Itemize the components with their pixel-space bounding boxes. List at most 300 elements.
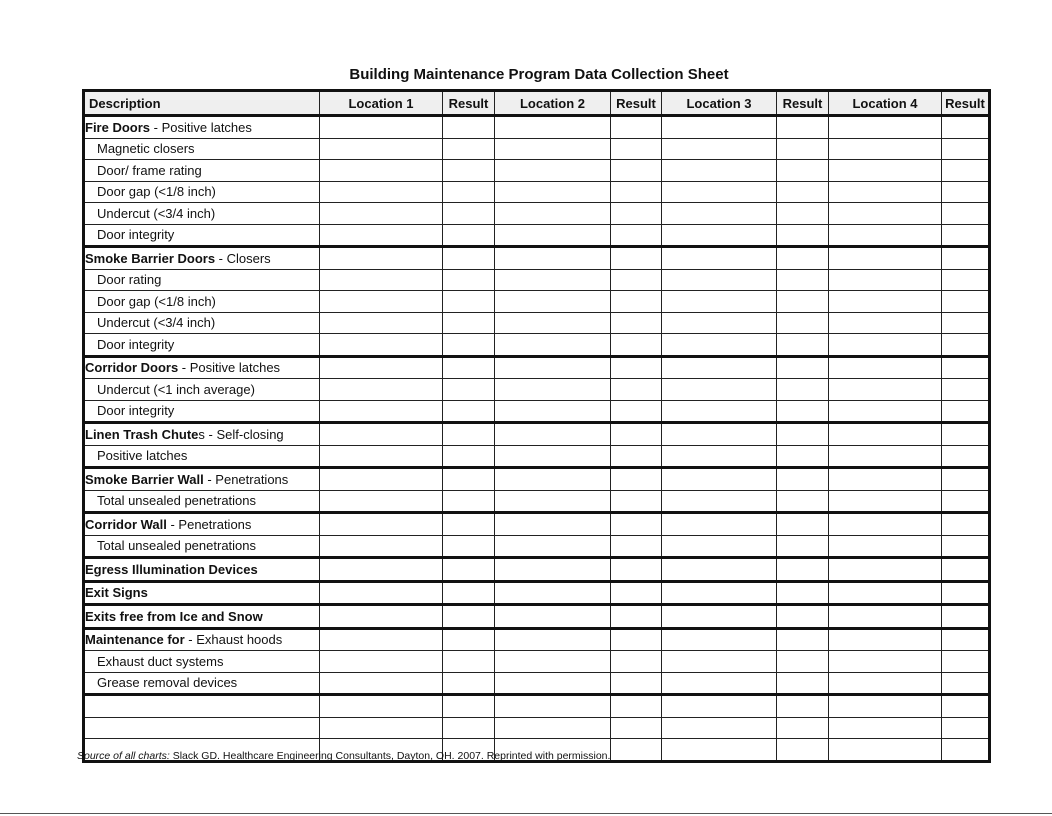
location-cell-4[interactable] [829, 628, 942, 651]
location-cell-4[interactable] [829, 379, 942, 401]
result-cell-3[interactable] [777, 138, 829, 160]
location-cell-3[interactable] [662, 672, 777, 695]
location-cell-1[interactable] [320, 181, 443, 203]
location-cell-2[interactable] [495, 291, 611, 313]
result-cell-3[interactable] [777, 581, 829, 605]
description-cell [84, 535, 320, 558]
category-label: Egress Illumination Devices [85, 561, 258, 577]
location-cell-1[interactable] [320, 312, 443, 334]
result-cell-4[interactable] [942, 312, 990, 334]
location-cell-2[interactable] [495, 717, 611, 739]
location-cell-1[interactable] [320, 558, 443, 582]
result-cell-3[interactable] [777, 291, 829, 313]
result-cell-1[interactable] [443, 605, 495, 629]
category-label: Smoke Barrier Wall [85, 471, 204, 487]
table-row [84, 116, 990, 139]
location-cell-4[interactable] [829, 116, 942, 139]
description-cell [84, 203, 320, 225]
location-cell-4[interactable] [829, 181, 942, 203]
result-cell-3[interactable] [777, 247, 829, 270]
location-cell-2[interactable] [495, 269, 611, 291]
location-cell-1[interactable] [320, 116, 443, 139]
location-cell-2[interactable] [495, 558, 611, 582]
location-cell-3[interactable] [662, 138, 777, 160]
description-cell [84, 312, 320, 334]
category-label: Maintenance for [85, 632, 185, 648]
result-cell-2[interactable] [611, 181, 662, 203]
location-cell-3[interactable] [662, 695, 777, 718]
column-header-location-2: Location 2 [495, 91, 611, 116]
result-cell-4[interactable] [942, 269, 990, 291]
result-cell-2[interactable] [611, 400, 662, 423]
result-cell-2[interactable] [611, 739, 662, 762]
data-collection-table [82, 89, 991, 763]
location-cell-4[interactable] [829, 513, 942, 536]
location-cell-4[interactable] [829, 312, 942, 334]
result-cell-4[interactable] [942, 739, 990, 762]
location-cell-4[interactable] [829, 490, 942, 513]
result-cell-2[interactable] [611, 717, 662, 739]
location-cell-4[interactable] [829, 739, 942, 762]
description-cell [84, 717, 320, 739]
result-cell-1[interactable] [443, 312, 495, 334]
result-cell-3[interactable] [777, 181, 829, 203]
result-cell-2[interactable] [611, 138, 662, 160]
item-label: Exhaust duct systems [97, 653, 224, 669]
location-cell-1[interactable] [320, 535, 443, 558]
location-cell-1[interactable] [320, 513, 443, 536]
description-cell [84, 116, 320, 139]
result-cell-2[interactable] [611, 651, 662, 673]
result-cell-3[interactable] [777, 356, 829, 379]
location-cell-1[interactable] [320, 334, 443, 357]
location-cell-1[interactable] [320, 695, 443, 718]
location-cell-4[interactable] [829, 160, 942, 182]
result-cell-3[interactable] [777, 445, 829, 468]
result-cell-1[interactable] [443, 203, 495, 225]
result-cell-4[interactable] [942, 138, 990, 160]
location-cell-1[interactable] [320, 717, 443, 739]
category-detail: - Penetrations [166, 516, 252, 532]
location-cell-2[interactable] [495, 628, 611, 651]
location-cell-2[interactable] [495, 651, 611, 673]
location-cell-1[interactable] [320, 628, 443, 651]
location-cell-3[interactable] [662, 717, 777, 739]
result-cell-1[interactable] [443, 400, 495, 423]
result-cell-3[interactable] [777, 203, 829, 225]
location-cell-1[interactable] [320, 581, 443, 605]
result-cell-2[interactable] [611, 605, 662, 629]
location-cell-3[interactable] [662, 581, 777, 605]
category-detail: s - Self-closing [198, 426, 284, 442]
item-label: Door gap (<1/8 inch) [97, 184, 216, 200]
result-cell-4[interactable] [942, 160, 990, 182]
description-cell [84, 247, 320, 270]
description-cell [84, 490, 320, 513]
result-cell-3[interactable] [777, 490, 829, 513]
item-label: Total unsealed penetrations [97, 493, 257, 509]
result-cell-3[interactable] [777, 468, 829, 491]
location-cell-3[interactable] [662, 160, 777, 182]
location-cell-3[interactable] [662, 739, 777, 762]
location-cell-3[interactable] [662, 116, 777, 139]
description-cell [84, 400, 320, 423]
result-cell-1[interactable] [443, 581, 495, 605]
result-cell-1[interactable] [443, 558, 495, 582]
location-cell-2[interactable] [495, 513, 611, 536]
source-text: Slack GD. Healthcare Engineering Consultants, Dayton, OH. 2007. Reprinted with permission. [169, 750, 611, 762]
result-cell-4[interactable] [942, 535, 990, 558]
location-cell-4[interactable] [829, 423, 942, 446]
description-cell [84, 695, 320, 718]
location-cell-2[interactable] [495, 400, 611, 423]
table-row [84, 581, 990, 605]
result-cell-1[interactable] [443, 423, 495, 446]
item-label: Magnetic closers [97, 141, 195, 157]
result-cell-2[interactable] [611, 356, 662, 379]
description-cell [84, 651, 320, 673]
page-bottom-rule [0, 813, 1052, 814]
table-row [84, 379, 990, 401]
result-cell-4[interactable] [942, 291, 990, 313]
result-cell-4[interactable] [942, 356, 990, 379]
location-cell-3[interactable] [662, 224, 777, 247]
result-cell-3[interactable] [777, 535, 829, 558]
location-cell-1[interactable] [320, 423, 443, 446]
result-cell-1[interactable] [443, 334, 495, 357]
result-cell-1[interactable] [443, 160, 495, 182]
table-row [84, 558, 990, 582]
result-cell-3[interactable] [777, 628, 829, 651]
location-cell-2[interactable] [495, 445, 611, 468]
result-cell-1[interactable] [443, 717, 495, 739]
result-cell-2[interactable] [611, 269, 662, 291]
location-cell-4[interactable] [829, 581, 942, 605]
location-cell-1[interactable] [320, 247, 443, 270]
location-cell-2[interactable] [495, 312, 611, 334]
location-cell-2[interactable] [495, 605, 611, 629]
result-cell-3[interactable] [777, 695, 829, 718]
location-cell-1[interactable] [320, 291, 443, 313]
result-cell-4[interactable] [942, 445, 990, 468]
table-row [84, 672, 990, 695]
result-cell-4[interactable] [942, 379, 990, 401]
location-cell-4[interactable] [829, 334, 942, 357]
description-cell [84, 138, 320, 160]
result-cell-3[interactable] [777, 672, 829, 695]
result-cell-2[interactable] [611, 535, 662, 558]
location-cell-1[interactable] [320, 605, 443, 629]
location-cell-3[interactable] [662, 312, 777, 334]
location-cell-3[interactable] [662, 379, 777, 401]
result-cell-4[interactable] [942, 400, 990, 423]
location-cell-1[interactable] [320, 468, 443, 491]
result-cell-2[interactable] [611, 379, 662, 401]
location-cell-4[interactable] [829, 672, 942, 695]
location-cell-1[interactable] [320, 490, 443, 513]
item-label: Door/ frame rating [97, 162, 202, 178]
column-header-result-3: Result [777, 91, 829, 116]
description-cell [84, 628, 320, 651]
table-row [84, 468, 990, 491]
location-cell-2[interactable] [495, 356, 611, 379]
result-cell-3[interactable] [777, 312, 829, 334]
result-cell-4[interactable] [942, 558, 990, 582]
result-cell-1[interactable] [443, 247, 495, 270]
location-cell-1[interactable] [320, 356, 443, 379]
result-cell-4[interactable] [942, 581, 990, 605]
location-cell-3[interactable] [662, 269, 777, 291]
location-cell-1[interactable] [320, 224, 443, 247]
result-cell-3[interactable] [777, 717, 829, 739]
location-cell-1[interactable] [320, 445, 443, 468]
result-cell-1[interactable] [443, 138, 495, 160]
result-cell-3[interactable] [777, 513, 829, 536]
location-cell-2[interactable] [495, 490, 611, 513]
result-cell-2[interactable] [611, 334, 662, 357]
result-cell-4[interactable] [942, 717, 990, 739]
column-header-description: Description [84, 91, 320, 116]
location-cell-3[interactable] [662, 535, 777, 558]
result-cell-2[interactable] [611, 160, 662, 182]
location-cell-2[interactable] [495, 247, 611, 270]
location-cell-3[interactable] [662, 334, 777, 357]
result-cell-1[interactable] [443, 269, 495, 291]
result-cell-1[interactable] [443, 651, 495, 673]
result-cell-1[interactable] [443, 628, 495, 651]
location-cell-1[interactable] [320, 400, 443, 423]
description-cell [84, 379, 320, 401]
result-cell-1[interactable] [443, 116, 495, 139]
table-row [84, 651, 990, 673]
description-cell [84, 334, 320, 357]
column-header-location-1: Location 1 [320, 91, 443, 116]
result-cell-2[interactable] [611, 224, 662, 247]
location-cell-2[interactable] [495, 203, 611, 225]
result-cell-4[interactable] [942, 695, 990, 718]
result-cell-2[interactable] [611, 558, 662, 582]
location-cell-1[interactable] [320, 269, 443, 291]
location-cell-4[interactable] [829, 400, 942, 423]
result-cell-4[interactable] [942, 628, 990, 651]
description-cell [84, 558, 320, 582]
result-cell-4[interactable] [942, 468, 990, 491]
description-cell [84, 356, 320, 379]
result-cell-4[interactable] [942, 334, 990, 357]
location-cell-3[interactable] [662, 356, 777, 379]
location-cell-2[interactable] [495, 535, 611, 558]
location-cell-4[interactable] [829, 224, 942, 247]
result-cell-3[interactable] [777, 558, 829, 582]
result-cell-2[interactable] [611, 468, 662, 491]
table-row [84, 535, 990, 558]
location-cell-3[interactable] [662, 445, 777, 468]
location-cell-4[interactable] [829, 203, 942, 225]
item-label: Total unsealed penetrations [97, 538, 257, 554]
source-note [77, 750, 610, 762]
location-cell-4[interactable] [829, 651, 942, 673]
result-cell-2[interactable] [611, 672, 662, 695]
table-row [84, 400, 990, 423]
result-cell-4[interactable] [942, 116, 990, 139]
category-label: Corridor Doors [85, 360, 179, 376]
location-cell-3[interactable] [662, 423, 777, 446]
category-label: Linen Trash Chute [85, 426, 199, 442]
location-cell-1[interactable] [320, 138, 443, 160]
result-cell-3[interactable] [777, 739, 829, 762]
location-cell-3[interactable] [662, 513, 777, 536]
item-label: Undercut (<3/4 inch) [97, 315, 216, 331]
location-cell-3[interactable] [662, 628, 777, 651]
location-cell-4[interactable] [829, 558, 942, 582]
location-cell-2[interactable] [495, 423, 611, 446]
result-cell-1[interactable] [443, 224, 495, 247]
result-cell-4[interactable] [942, 224, 990, 247]
location-cell-2[interactable] [495, 672, 611, 695]
location-cell-3[interactable] [662, 490, 777, 513]
location-cell-2[interactable] [495, 581, 611, 605]
location-cell-3[interactable] [662, 558, 777, 582]
result-cell-3[interactable] [777, 423, 829, 446]
result-cell-4[interactable] [942, 513, 990, 536]
location-cell-2[interactable] [495, 116, 611, 139]
result-cell-1[interactable] [443, 181, 495, 203]
result-cell-4[interactable] [942, 203, 990, 225]
location-cell-3[interactable] [662, 247, 777, 270]
location-cell-4[interactable] [829, 269, 942, 291]
location-cell-4[interactable] [829, 468, 942, 491]
table-body [84, 116, 990, 762]
location-cell-2[interactable] [495, 379, 611, 401]
result-cell-2[interactable] [611, 490, 662, 513]
result-cell-2[interactable] [611, 291, 662, 313]
location-cell-2[interactable] [495, 468, 611, 491]
result-cell-2[interactable] [611, 116, 662, 139]
result-cell-3[interactable] [777, 116, 829, 139]
description-cell [84, 445, 320, 468]
source-label: Source of all charts: [77, 750, 170, 762]
result-cell-3[interactable] [777, 651, 829, 673]
result-cell-2[interactable] [611, 247, 662, 270]
location-cell-4[interactable] [829, 138, 942, 160]
result-cell-3[interactable] [777, 160, 829, 182]
result-cell-4[interactable] [942, 247, 990, 270]
location-cell-4[interactable] [829, 695, 942, 718]
location-cell-4[interactable] [829, 535, 942, 558]
location-cell-4[interactable] [829, 291, 942, 313]
table-row [84, 181, 990, 203]
result-cell-3[interactable] [777, 224, 829, 247]
result-cell-2[interactable] [611, 513, 662, 536]
result-cell-1[interactable] [443, 291, 495, 313]
location-cell-2[interactable] [495, 334, 611, 357]
result-cell-4[interactable] [942, 181, 990, 203]
result-cell-2[interactable] [611, 203, 662, 225]
result-cell-2[interactable] [611, 628, 662, 651]
location-cell-3[interactable] [662, 605, 777, 629]
category-detail: - Positive latches [178, 360, 281, 376]
item-label: Door integrity [97, 336, 175, 352]
result-cell-1[interactable] [443, 356, 495, 379]
location-cell-4[interactable] [829, 445, 942, 468]
column-header-result-4: Result [942, 91, 990, 116]
result-cell-3[interactable] [777, 334, 829, 357]
result-cell-3[interactable] [777, 400, 829, 423]
result-cell-2[interactable] [611, 445, 662, 468]
result-cell-4[interactable] [942, 423, 990, 446]
result-cell-3[interactable] [777, 269, 829, 291]
result-cell-2[interactable] [611, 581, 662, 605]
table-row [84, 138, 990, 160]
description-cell [84, 181, 320, 203]
location-cell-3[interactable] [662, 291, 777, 313]
description-cell [84, 224, 320, 247]
result-cell-2[interactable] [611, 695, 662, 718]
location-cell-1[interactable] [320, 203, 443, 225]
result-cell-1[interactable] [443, 695, 495, 718]
location-cell-1[interactable] [320, 651, 443, 673]
location-cell-3[interactable] [662, 651, 777, 673]
location-cell-4[interactable] [829, 605, 942, 629]
result-cell-4[interactable] [942, 651, 990, 673]
location-cell-2[interactable] [495, 695, 611, 718]
table-row [84, 695, 990, 718]
result-cell-1[interactable] [443, 379, 495, 401]
location-cell-1[interactable] [320, 160, 443, 182]
location-cell-3[interactable] [662, 400, 777, 423]
description-cell [84, 269, 320, 291]
result-cell-4[interactable] [942, 672, 990, 695]
result-cell-2[interactable] [611, 312, 662, 334]
result-cell-1[interactable] [443, 490, 495, 513]
location-cell-4[interactable] [829, 247, 942, 270]
description-cell [84, 468, 320, 491]
category-label: Exits free from Ice and Snow [85, 608, 263, 624]
location-cell-2[interactable] [495, 224, 611, 247]
location-cell-2[interactable] [495, 160, 611, 182]
description-cell [84, 423, 320, 446]
location-cell-2[interactable] [495, 138, 611, 160]
result-cell-1[interactable] [443, 445, 495, 468]
location-cell-1[interactable] [320, 379, 443, 401]
location-cell-4[interactable] [829, 356, 942, 379]
result-cell-4[interactable] [942, 490, 990, 513]
item-label: Positive latches [97, 448, 188, 464]
result-cell-4[interactable] [942, 605, 990, 629]
result-cell-2[interactable] [611, 423, 662, 446]
location-cell-3[interactable] [662, 181, 777, 203]
item-label: Door gap (<1/8 inch) [97, 293, 216, 309]
category-label: Smoke Barrier Doors [85, 250, 216, 266]
item-label: Undercut (<1 inch average) [97, 381, 255, 397]
description-cell [84, 513, 320, 536]
result-cell-3[interactable] [777, 605, 829, 629]
location-cell-1[interactable] [320, 672, 443, 695]
result-cell-1[interactable] [443, 672, 495, 695]
description-cell [84, 291, 320, 313]
result-cell-1[interactable] [443, 513, 495, 536]
category-label: Exit Signs [85, 585, 148, 601]
result-cell-3[interactable] [777, 379, 829, 401]
result-cell-1[interactable] [443, 468, 495, 491]
result-cell-1[interactable] [443, 535, 495, 558]
table-row [84, 312, 990, 334]
table-row [84, 203, 990, 225]
location-cell-3[interactable] [662, 468, 777, 491]
location-cell-4[interactable] [829, 717, 942, 739]
location-cell-3[interactable] [662, 203, 777, 225]
location-cell-2[interactable] [495, 181, 611, 203]
